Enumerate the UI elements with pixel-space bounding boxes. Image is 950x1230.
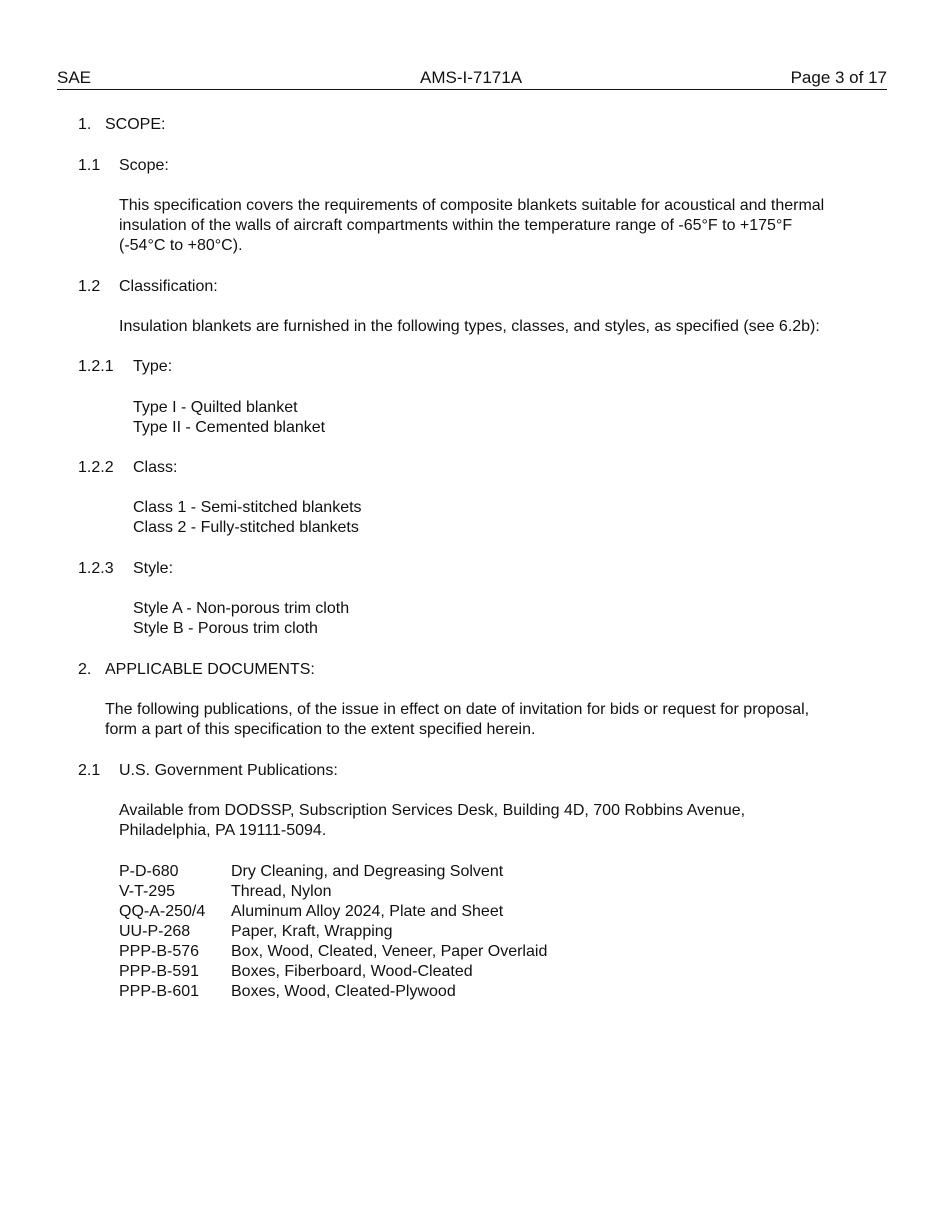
- doc-title: Aluminum Alloy 2024, Plate and Sheet: [231, 903, 504, 920]
- paragraph-line: Insulation blankets are furnished in the following types, classes, and styles, as specified (see 6.2b):: [119, 318, 820, 335]
- header-doc-number: AMS-I-7171A: [420, 68, 523, 87]
- section-heading: SCOPE:: [105, 116, 166, 133]
- section-heading: Class:: [133, 459, 178, 476]
- header-page-number: Page 3 of 17: [790, 68, 887, 87]
- list-item: Type II - Cemented blanket: [133, 419, 326, 436]
- paragraph-line: Philadelphia, PA 19111-5094.: [119, 822, 327, 839]
- paragraph-line: (-54°C to +80°C).: [119, 237, 243, 254]
- section-number: 1.2.3: [78, 560, 114, 577]
- header-org: SAE: [57, 68, 92, 87]
- doc-title: Thread, Nylon: [231, 883, 332, 900]
- list-item: Class 1 - Semi-stitched blankets: [133, 499, 362, 516]
- list-item: Type I - Quilted blanket: [133, 399, 298, 416]
- list-item: Class 2 - Fully-stitched blankets: [133, 519, 359, 536]
- section-number: 1.2.2: [78, 459, 114, 476]
- section-number: 2.: [78, 661, 92, 678]
- doc-title: Boxes, Wood, Cleated-Plywood: [231, 983, 456, 1000]
- doc-title: Boxes, Fiberboard, Wood-Cleated: [231, 963, 473, 980]
- doc-id: PPP-B-601: [119, 983, 200, 1000]
- section-number: 1.2: [78, 278, 101, 295]
- paragraph-line: insulation of the walls of aircraft compartments within the temperature range of -65°F to +175°F: [119, 217, 793, 234]
- doc-id: UU-P-268: [119, 923, 191, 940]
- doc-id: V-T-295: [119, 883, 176, 900]
- section-number: 2.1: [78, 762, 101, 779]
- doc-id: P-D-680: [119, 863, 179, 880]
- paragraph-line: The following publications, of the issue in effect on date of invitation for bids or request for proposal,: [105, 701, 810, 718]
- section-heading: Style:: [133, 560, 174, 577]
- doc-id: PPP-B-591: [119, 963, 200, 980]
- section-heading: Scope:: [119, 157, 169, 174]
- doc-title: Dry Cleaning, and Degreasing Solvent: [231, 863, 504, 880]
- paragraph-line: This specification covers the requirements of composite blankets suitable for acoustical and thermal: [119, 197, 825, 214]
- doc-title: Box, Wood, Cleated, Veneer, Paper Overlaid: [231, 943, 548, 960]
- list-item: Style B - Porous trim cloth: [133, 620, 318, 637]
- section-heading: U.S. Government Publications:: [119, 762, 338, 779]
- page-header: [57, 68, 887, 90]
- section-number: 1.1: [78, 157, 101, 174]
- paragraph-line: form a part of this specification to the extent specified herein.: [105, 721, 536, 738]
- doc-id: QQ-A-250/4: [119, 903, 206, 920]
- paragraph-line: Available from DODSSP, Subscription Services Desk, Building 4D, 700 Robbins Avenue,: [119, 802, 746, 819]
- section-number: 1.: [78, 116, 92, 133]
- section-heading: APPLICABLE DOCUMENTS:: [105, 661, 315, 678]
- section-heading: Classification:: [119, 278, 218, 295]
- list-item: Style A - Non-porous trim cloth: [133, 600, 350, 617]
- doc-title: Paper, Kraft, Wrapping: [231, 923, 393, 940]
- section-heading: Type:: [133, 358, 173, 375]
- doc-id: PPP-B-576: [119, 943, 200, 960]
- section-number: 1.2.1: [78, 358, 114, 375]
